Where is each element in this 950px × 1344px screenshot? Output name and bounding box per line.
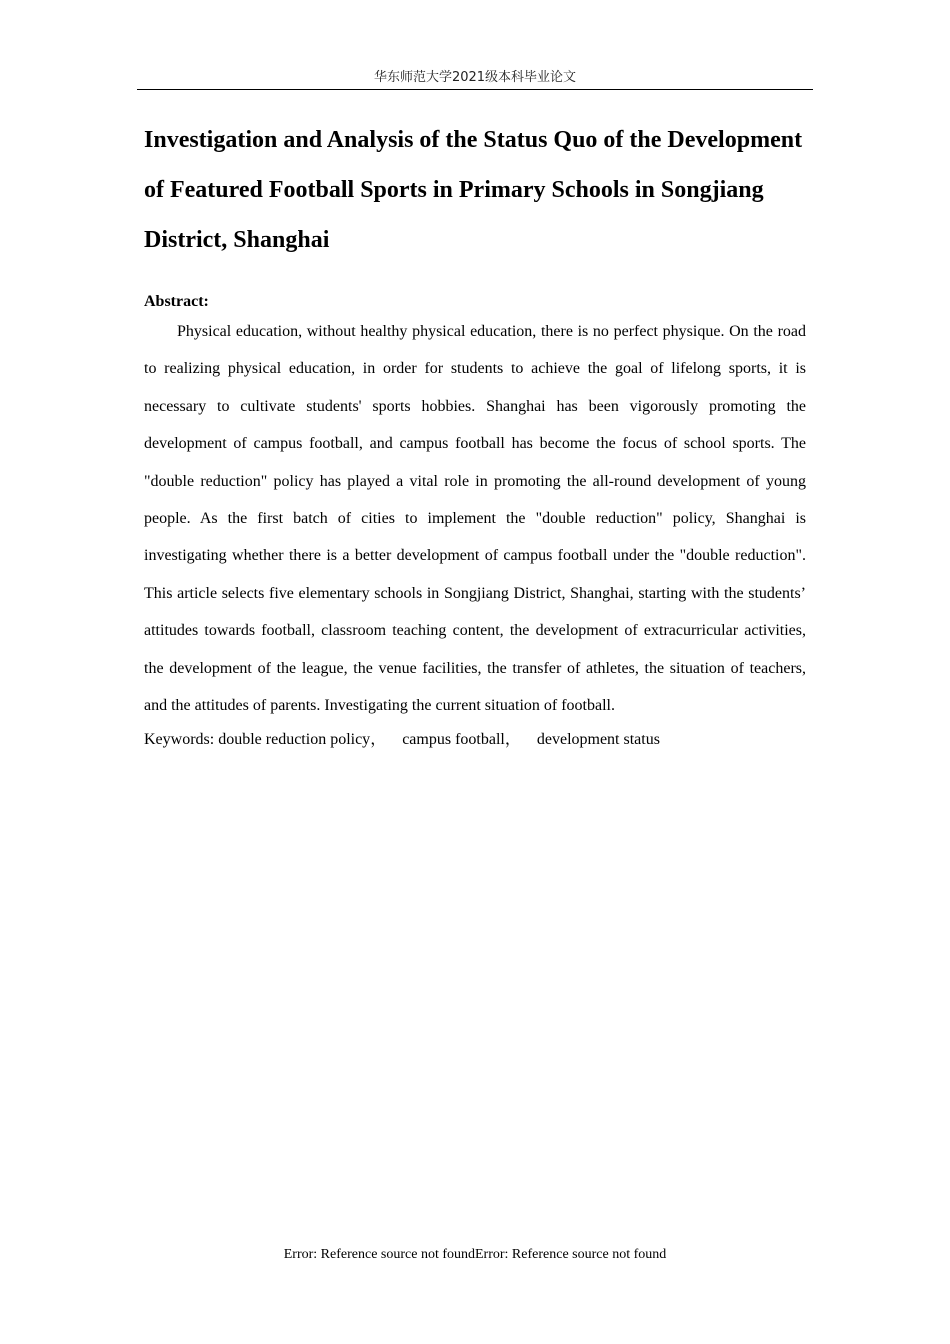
paper-content [144,115,806,756]
running-header [137,68,813,90]
abstract-body: Physical education, without healthy physical education, there is no perfect physique. On the road to realizing physical education, in order for students to achieve the goal of lifelong sports, it is necessary to cultivate students' sports hobbies. Shanghai has been vigorously promoting the development of campus football, and campus football has become the focus of school sports. The "double reduction" policy has played a vital role in promoting the all-round development of young people. As the first batch of cities to implement the "double reduction" policy, Shanghai is investigating whether there is a better development of campus football under the "double reduction". This article selects five elementary schools in Songjiang District, Shanghai, starting with the students’ attitudes towards football, classroom teaching content, the development of extracurricular activities, the development of the league, the venue facilities, the transfer of athletes, the situation of teachers, and the attitudes of parents. Investigating the current situation of football. [144,323,806,715]
footer-text: Error: Reference source not foundError: Reference source not found [283,1247,667,1262]
keyword-separator: ， [504,731,537,749]
paper-title: Investigation and Analysis of the Status Quo of the Development of Featured Football Sports in Primary Schools in Songjiang District, Shanghai [144,127,803,253]
running-header-title: 华东师范大学2021级本科毕业论文 [373,70,577,85]
keywords-label: Keywords: [144,731,219,749]
keyword-item: double reduction policy [218,731,371,749]
keywords-line [144,724,806,756]
keyword-item: campus football [402,731,505,749]
keyword-item: development status [536,731,660,749]
abstract-heading: Abstract: [144,293,209,310]
page-footer [0,1245,950,1265]
keyword-separator: ， [370,731,403,749]
